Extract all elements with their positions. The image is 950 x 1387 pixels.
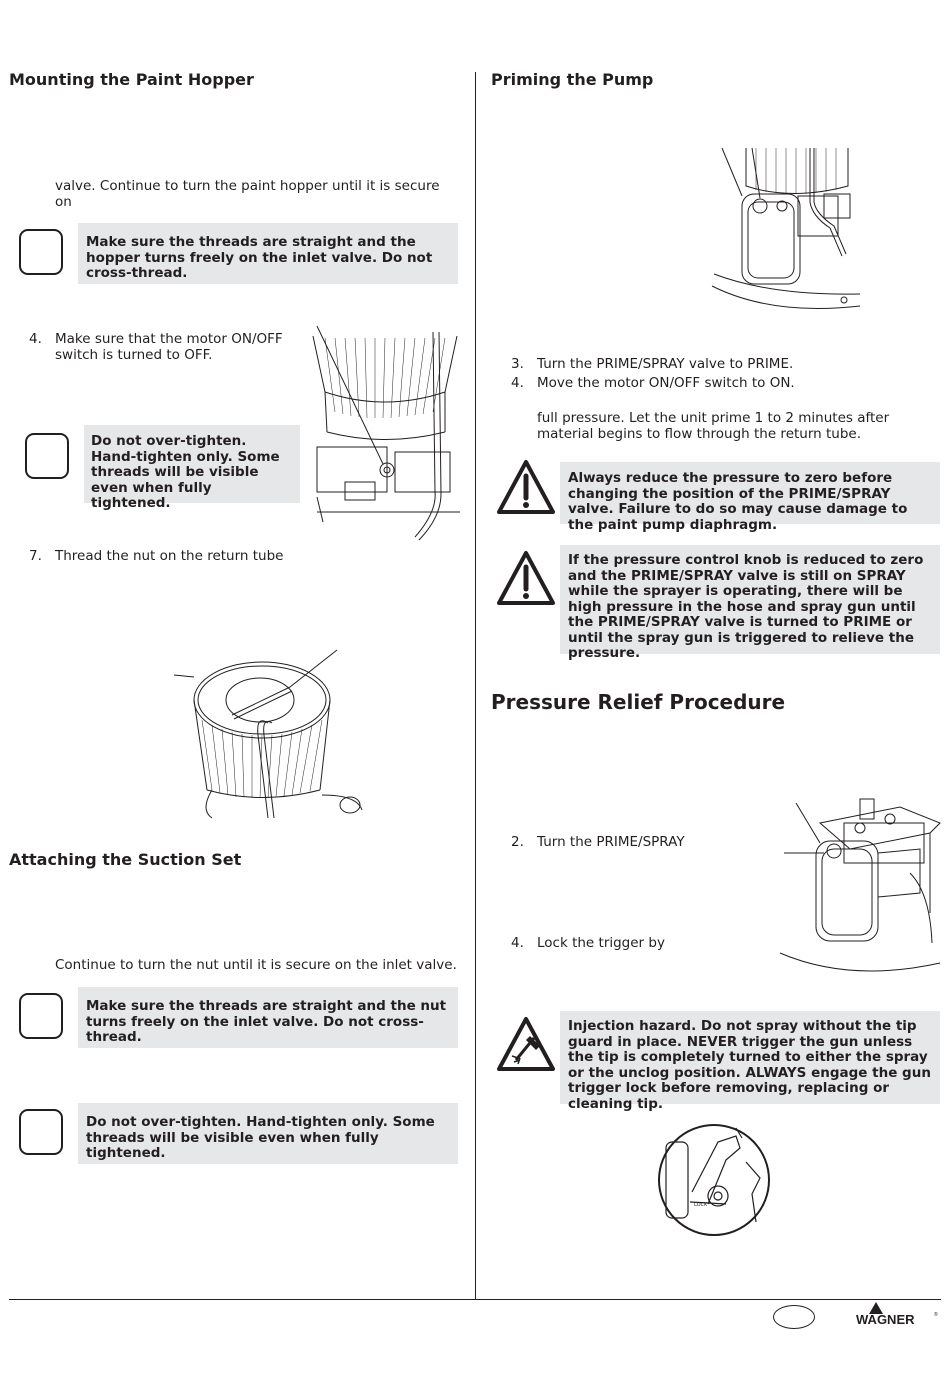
page-number-oval — [773, 1305, 815, 1329]
note-overtighten-hopper: Do not over-tighten. Hand-tighten only. Some threads will be visible even when fully tightened. — [84, 425, 300, 503]
step-number: 4. — [511, 935, 524, 951]
step-text: Lock the trigger by — [537, 935, 665, 951]
hopper-mount-illustration — [305, 322, 465, 542]
step-text: Turn the PRIME/SPRAY — [537, 834, 685, 850]
section-title-pressure-relief: Pressure Relief Procedure — [491, 690, 786, 714]
wagner-logo — [856, 1300, 942, 1330]
step-number: 4. — [29, 331, 42, 347]
note-icon — [19, 1109, 63, 1155]
trigger-lock-illustration — [656, 1122, 772, 1238]
mounting-paragraph: valve. Continue to turn the paint hopper until it is secure on — [55, 178, 440, 210]
note-icon — [25, 433, 69, 479]
hopper-lid-illustration — [172, 645, 372, 820]
step-text: Make sure that the motor ON/OFF switch is turned to OFF. — [55, 331, 283, 363]
pump-prime-illustration — [712, 146, 862, 318]
note-icon — [19, 229, 63, 275]
section-title-suction: Attaching the Suction Set — [9, 850, 242, 869]
warning-icon — [496, 459, 556, 515]
step-number: 2. — [511, 834, 524, 850]
prime-paragraph: full pressure. Let the unit prime 1 to 2 minutes after material begins to flow through the return tube. — [537, 410, 890, 442]
note-overtighten-nut: Do not over-tighten. Hand-tighten only. Some threads will be visible even when fully tightened. — [78, 1103, 458, 1164]
step-number: 3. — [511, 356, 524, 372]
svg-text:®: ® — [934, 1312, 938, 1318]
brand-text: WAGNER — [856, 1312, 915, 1327]
warning-injection: Injection hazard. Do not spray without the tip guard in place. NEVER trigger the gun unless the tip is completely turned to either the spray or the unclog position. ALWAYS engage the gun trigger lock before removing, replacing or cleaning tip. — [560, 1011, 940, 1104]
note-icon — [19, 993, 63, 1039]
section-title-priming: Priming the Pump — [491, 70, 654, 89]
note-threads-hopper: Make sure the threads are straight and the hopper turns freely on the inlet valve. Do not cross-thread. — [78, 223, 458, 284]
section-title-mounting: Mounting the Paint Hopper — [9, 70, 254, 89]
step-text: Turn the PRIME/SPRAY valve to PRIME. — [537, 356, 794, 372]
svg-text:LOCK: LOCK — [694, 1202, 708, 1208]
step-text: Move the motor ON/OFF switch to ON. — [537, 375, 795, 391]
prime-spray-valve-illustration — [780, 793, 942, 983]
footer-rule — [9, 1299, 941, 1300]
step-number: 7. — [29, 548, 42, 564]
suction-paragraph: Continue to turn the nut until it is secure on the inlet valve. — [55, 957, 457, 973]
warning-prime-spray: Always reduce the pressure to zero before changing the position of the PRIME/SPRAY valve. Failure to do so may cause damage to the paint pump diaphragm. — [560, 462, 940, 524]
warning-high-pressure: If the pressure control knob is reduced to zero and the PRIME/SPRAY valve is still on SPRAY while the sprayer is operating, there will be high pressure in the hose and spray gun until the PRIME/SPRAY valve is turned to PRIME or until the spray gun is triggered to relieve the pressure. — [560, 545, 940, 654]
injection-hazard-icon — [496, 1016, 556, 1072]
warning-icon — [496, 550, 556, 606]
note-threads-nut: Make sure the threads are straight and the nut turns freely on the inlet valve. Do not cross-thread. — [78, 987, 458, 1048]
step-number: 4. — [511, 375, 524, 391]
column-divider — [475, 72, 476, 1300]
step-text: Thread the nut on the return tube — [55, 548, 284, 564]
